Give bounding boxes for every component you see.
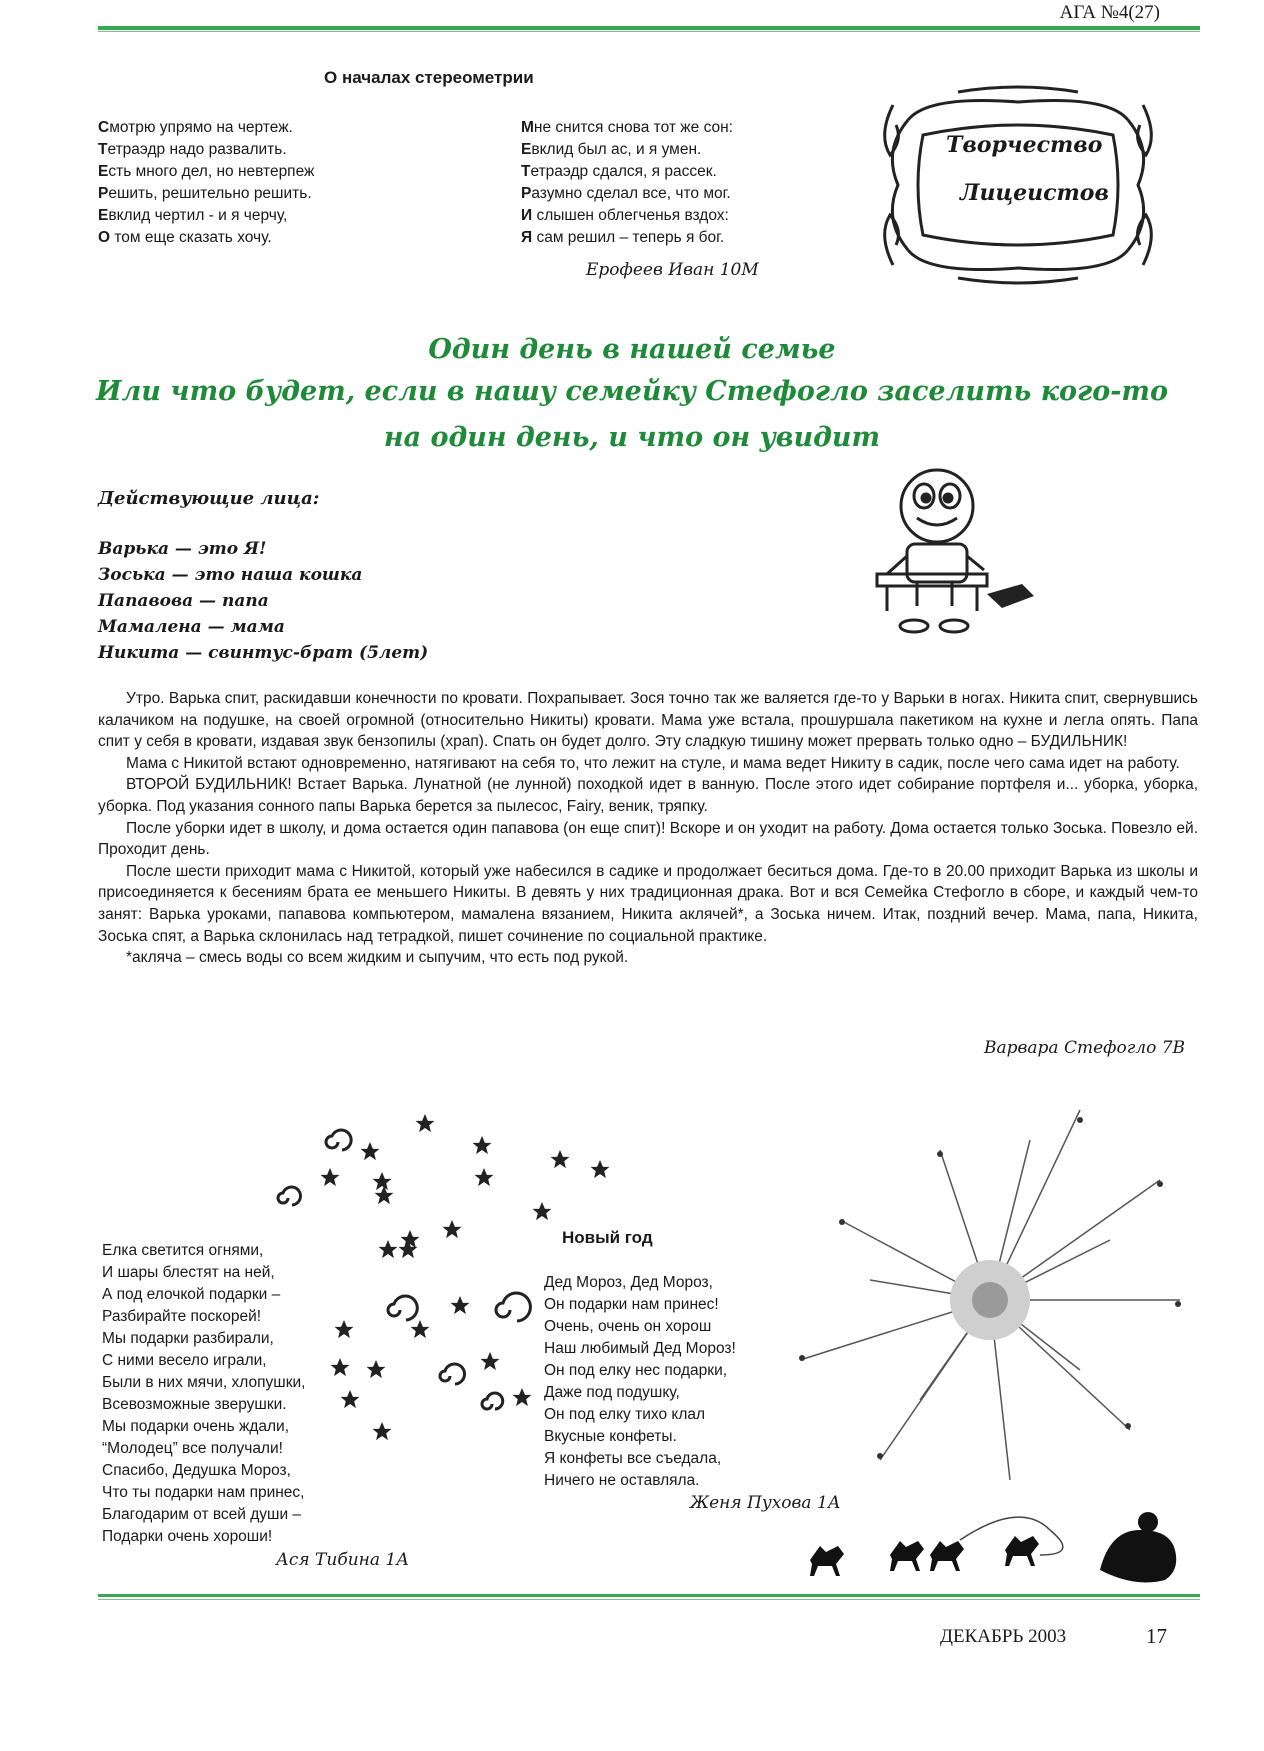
acrostic-letter: О [98,229,111,246]
bottom-rule-thin [98,1599,1200,1600]
poem-line [521,161,733,183]
poem-line-text: ешить, решительно решить. [108,185,312,202]
poem-line-text: вклид чертил - и я черчу, [108,207,288,224]
poem-line: Подарки очень хороши! [102,1528,273,1545]
poem-line: Благодарим от всей души – [102,1506,302,1523]
cast-member: Мамалена — мама [98,617,285,637]
acrostic-letter: Т [98,141,108,158]
poem-line [521,183,733,205]
poem-line [521,205,733,227]
poem-line [521,139,733,161]
poem-line [521,117,733,139]
poem-line-text: етраэдр надо развалить. [107,141,287,158]
poem1-right-stanza [521,117,733,249]
footer-date: ДЕКАБРЬ 2003 [940,1626,1067,1647]
acrostic-letter: Е [521,141,532,158]
poem-line: И шары блестят на ней, [102,1264,275,1281]
acrostic-letter: Е [98,163,109,180]
poem-line-text: сам решил – теперь я бог. [532,229,725,246]
acrostic-letter: Е [98,207,109,224]
poem-line: С ними весело играли, [102,1352,267,1369]
poem3-title: Новый год [562,1228,653,1247]
poem-line-text: не снится снова тот же сон: [533,119,733,136]
acrostic-letter: Р [521,185,532,202]
story-title-line1: Один день в нашей семье [428,334,836,365]
firework-decoration [780,1100,1200,1590]
poem-line [98,183,314,205]
poem-line: Ничего не оставляла. [544,1472,700,1489]
cartoon-character [862,466,1042,646]
poem1-left-stanza [98,117,314,249]
poem-line-text: том еще сказать хочу. [110,229,272,246]
poem-line: Спасибо, Дедушка Мороз, [102,1462,291,1479]
cast-heading: Действующие лица: [98,488,320,509]
poem-line: Были в них мячи, хлопушки, [102,1374,306,1391]
top-rule-thin [98,31,1200,32]
poem-line-text: вклид был ас, и я умен. [531,141,702,158]
poem-line [98,205,314,227]
poem2-author: Ася Тибина 1А [276,1550,410,1570]
smiley-student-icon [862,466,1042,646]
emblem-line2: Лицеистов [960,180,1109,206]
story-title-line3: на один день, и что он увидит [383,422,881,453]
poem-line [98,117,314,139]
story-paragraph: Утро. Варька спит, раскидавши конечности по кровати. Похрапывает. Зося точно так же валяется где-то у Варьки в ногах. Никита спит, свернувшись калачиком на подушке, на своей огромной (относительно Никиты) кровати. Мама уже встала, прошуршала пакетиком на кухне и легла опять. Папа спит у себя в кровати, издавая звук бензопилы (храп). Спать он будет долго. Эту сладкую тишину может прервать только одно – БУДИЛЬНИК! [98,690,1198,751]
poem-line: Дед Мороз, Дед Мороз, [544,1274,713,1291]
poem1-title: О началах стереометрии [324,68,534,87]
poem-line: Он подарки нам принес! [544,1296,719,1313]
cast-member: Никита — свинтус-брат (5лет) [98,643,429,663]
acrostic-letter: Я [521,229,533,246]
poem-line: Вкусные конфеты. [544,1428,677,1445]
bottom-rule [98,1594,1200,1597]
poem3-author: Женя Пухова 1А [690,1493,841,1513]
poem-line: Разбирайте поскорей! [102,1308,262,1325]
poem-line: Я конфеты все съедала, [544,1450,722,1467]
poem-line [98,139,314,161]
poem-line: Он под елку тихо клал [544,1406,706,1423]
acrostic-letter: Т [521,163,531,180]
cast-member: Варька — это Я! [98,539,267,559]
poem3-text [544,1272,736,1492]
poem-line [98,227,314,249]
story-paragraph: Мама с Никитой встают одновременно, натягивают на себя то, что лежит на стуле, и мама ведет Никиту в садик, после чего сама идет на работу. [126,754,1180,772]
section-emblem [868,80,1168,290]
poem-line: Наш любимый Дед Мороз! [544,1340,736,1357]
poem-line: Что ты подарки нам принес, [102,1484,305,1501]
poem-line [521,227,733,249]
poem2-text [102,1240,305,1548]
issue-number: АГА №4(27) [1059,2,1160,23]
acrostic-letter: С [98,119,110,136]
story-body [98,688,1198,969]
poem-line: А под елочкой подарки – [102,1286,281,1303]
poem-line: Мы подарки разбирали, [102,1330,274,1347]
poem1-author: Ерофеев Иван 10М [586,260,759,280]
story-paragraph: После шести приходит мама с Никитой, который уже набесился в садике и продолжает беситься дома. Где-то в 20.00 приходит Варька из школы и присоединяется к бесениям брата ее меньшего Никиты. В девять у них традиционная драка. Вот и вся Семейка Стефогло в сборе, и каждый чем-то занят: Варька уроками, папавова компьютером, мамалена вязанием, Никита аклячей*, а Зоська ничем. Итак, поздний вечер. Мама, папа, Никита, Зоська спят, а Варька склонилась над тетрадкой, пишет сочинение по социальной практике. [98,862,1198,945]
poem-line: “Молодец” все получали! [102,1440,283,1457]
emblem-line1: Творчество [946,132,1103,158]
acrostic-letter: И [521,207,533,224]
story-paragraph: После уборки идет в школу, и дома остается один папавова (он еще спит)! Вскоре и он уходит на работу. Дома остается только Зоська. Повезло ей. Проходит день. [98,819,1198,859]
acrostic-letter: Р [98,185,109,202]
poem-line-text: етраэдр сдался, я рассек. [530,163,717,180]
top-rule [98,26,1200,30]
story-author: Варвара Стефогло 7В [984,1038,1186,1058]
poem-line-text: мотрю упрямо на чертеж. [109,119,293,136]
poem-line: Он под елку нес подарки, [544,1362,728,1379]
firework-sleigh-icon [780,1100,1200,1590]
poem-line-text: сть много дел, но невтерпеж [108,163,315,180]
story-paragraph: *акляча – смесь воды со всем жидким и сыпучим, что есть под рукой. [126,949,629,967]
poem-line: Мы подарки очень ждали, [102,1418,290,1435]
story-paragraph: ВТОРОЙ БУДИЛЬНИК! Встает Варька. Лунатной (не лунной) походкой идет в ванную. После этого идет собирание портфеля и... уборка, уборка, уборка. Под указания сонного папы Варька берется за пылесос, Fairy, веник, тряпку. [98,776,1198,815]
acrostic-letter: М [521,119,534,136]
poem-line [98,161,314,183]
cast-member: Зоська — это наша кошка [98,565,363,585]
story-title-line2: Или что будет, если в нашу семейку Стефогло заселить кого-то [95,376,1169,407]
page-number: 17 [1146,1624,1167,1648]
poem-line: Даже под подушку, [544,1384,680,1401]
poem-line: Очень, очень он хорош [544,1318,712,1335]
cast-member: Папавова — папа [98,591,269,611]
poem-line-text: слышен облегченья вздох: [532,207,729,224]
poem-line: Всевозможные зверушки. [102,1396,287,1413]
cast-list [98,536,428,666]
poem-line: Елка светится огнями, [102,1242,264,1259]
poem-line-text: азумно сделал все, что мог. [531,185,731,202]
